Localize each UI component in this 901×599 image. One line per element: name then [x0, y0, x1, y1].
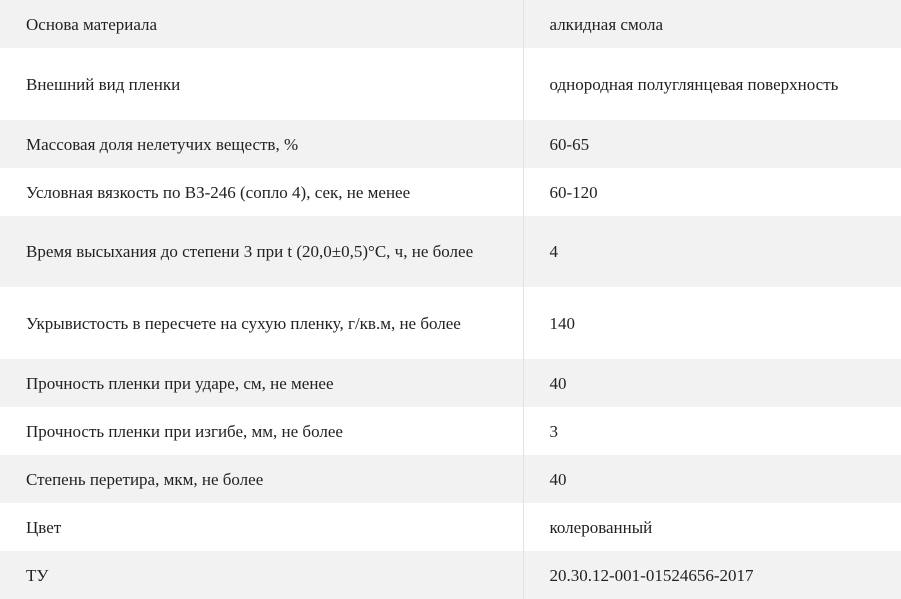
- table-row: [0, 455, 901, 503]
- value-cell: 60-120: [523, 168, 901, 216]
- table-row: [0, 359, 901, 407]
- property-cell: Время высыхания до степени 3 при t (20,0±0,5)°С, ч, не более: [0, 216, 523, 287]
- value-cell: 140: [523, 287, 901, 359]
- table-row: [0, 48, 901, 120]
- table-row: [0, 407, 901, 455]
- value-cell: 40: [523, 455, 901, 503]
- value-cell: 20.30.12-001-01524656-2017: [523, 551, 901, 599]
- value-cell: колерованный: [523, 503, 901, 551]
- table-row: [0, 120, 901, 168]
- table-row: [0, 0, 901, 48]
- value-cell: 4: [523, 216, 901, 287]
- property-cell: Цвет: [0, 503, 523, 551]
- property-cell: Основа материала: [0, 0, 523, 48]
- property-cell: Прочность пленки при ударе, см, не менее: [0, 359, 523, 407]
- table-row: [0, 503, 901, 551]
- table-row: [0, 168, 901, 216]
- property-cell: Степень перетира, мкм, не более: [0, 455, 523, 503]
- property-cell: Прочность пленки при изгибе, мм, не более: [0, 407, 523, 455]
- property-cell: Условная вязкость по ВЗ-246 (сопло 4), сек, не менее: [0, 168, 523, 216]
- table-row: [0, 287, 901, 359]
- property-cell: ТУ: [0, 551, 523, 599]
- table-row: [0, 216, 901, 287]
- value-cell: однородная полуглянцевая поверхность: [523, 48, 901, 120]
- property-cell: Укрывистость в пересчете на сухую пленку, г/кв.м, не более: [0, 287, 523, 359]
- value-cell: 60-65: [523, 120, 901, 168]
- table-row: [0, 551, 901, 599]
- value-cell: алкидная смола: [523, 0, 901, 48]
- property-cell: Массовая доля нелетучих веществ, %: [0, 120, 523, 168]
- value-cell: 3: [523, 407, 901, 455]
- property-cell: Внешний вид пленки: [0, 48, 523, 120]
- value-cell: 40: [523, 359, 901, 407]
